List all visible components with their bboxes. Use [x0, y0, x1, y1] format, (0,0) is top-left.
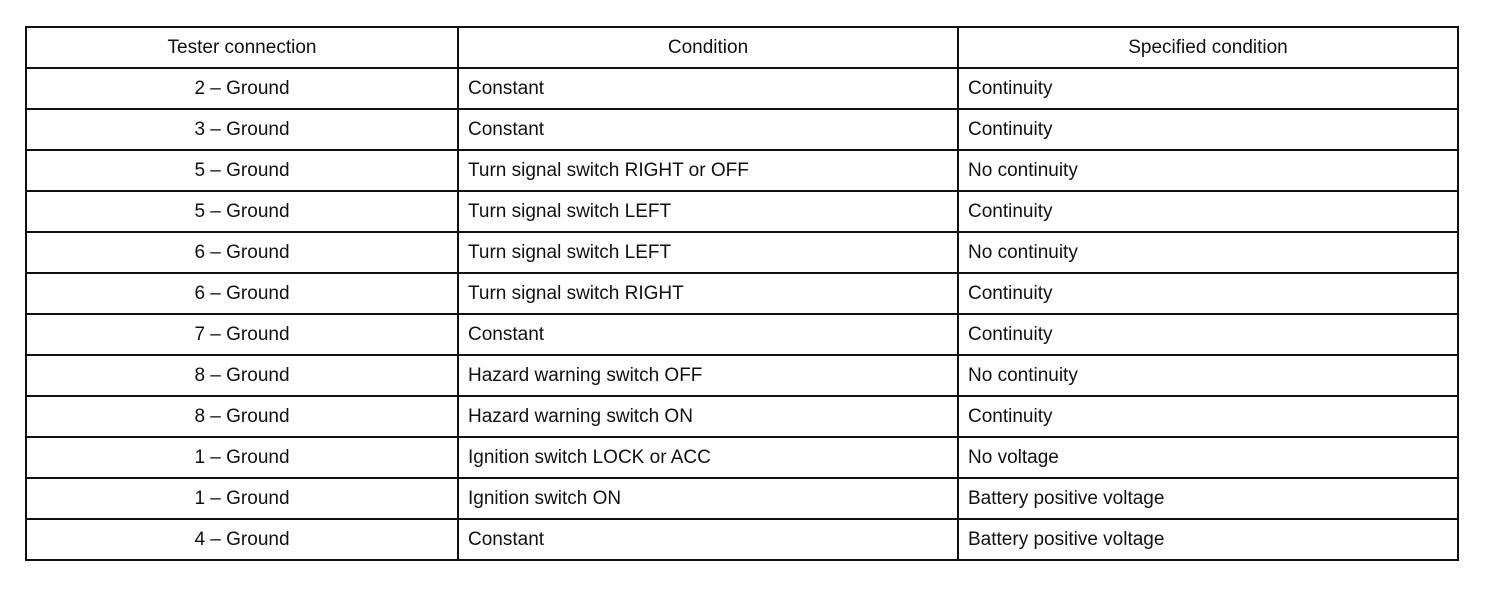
condition-cell: Ignition switch ON: [458, 478, 958, 519]
table-row: [26, 314, 1458, 355]
table-body: [26, 68, 1458, 560]
specified-condition-cell: Continuity: [958, 109, 1458, 150]
table-row: [26, 396, 1458, 437]
tester-connection-cell: 5 – Ground: [26, 191, 458, 232]
specified-condition-cell: Continuity: [958, 396, 1458, 437]
table-header: [26, 27, 1458, 68]
condition-cell: Constant: [458, 68, 958, 109]
specified-condition-cell: Battery positive voltage: [958, 478, 1458, 519]
condition-cell: Turn signal switch RIGHT or OFF: [458, 150, 958, 191]
table-row: [26, 68, 1458, 109]
condition-cell: Turn signal switch LEFT: [458, 191, 958, 232]
tester-connection-cell: 6 – Ground: [26, 232, 458, 273]
table-row: [26, 273, 1458, 314]
tester-connection-cell: 1 – Ground: [26, 437, 458, 478]
table-row: [26, 437, 1458, 478]
condition-cell: Ignition switch LOCK or ACC: [458, 437, 958, 478]
condition-cell: Constant: [458, 519, 958, 560]
table-row: [26, 109, 1458, 150]
header-condition: Condition: [458, 27, 958, 68]
specified-condition-cell: Continuity: [958, 68, 1458, 109]
table-row: [26, 232, 1458, 273]
condition-cell: Turn signal switch LEFT: [458, 232, 958, 273]
table-row: [26, 355, 1458, 396]
condition-cell: Turn signal switch RIGHT: [458, 273, 958, 314]
tester-connection-cell: 8 – Ground: [26, 396, 458, 437]
header-tester-connection: Tester connection: [26, 27, 458, 68]
specified-condition-cell: Continuity: [958, 273, 1458, 314]
tester-connection-cell: 4 – Ground: [26, 519, 458, 560]
specified-condition-cell: Battery positive voltage: [958, 519, 1458, 560]
tester-connection-cell: 7 – Ground: [26, 314, 458, 355]
condition-cell: Hazard warning switch ON: [458, 396, 958, 437]
condition-cell: Hazard warning switch OFF: [458, 355, 958, 396]
table-row: [26, 150, 1458, 191]
tester-connection-cell: 5 – Ground: [26, 150, 458, 191]
condition-cell: Constant: [458, 314, 958, 355]
specified-condition-cell: Continuity: [958, 314, 1458, 355]
specification-table: [25, 26, 1459, 561]
header-row: [26, 27, 1458, 68]
specified-condition-cell: No continuity: [958, 355, 1458, 396]
condition-cell: Constant: [458, 109, 958, 150]
table-row: [26, 478, 1458, 519]
tester-connection-cell: 6 – Ground: [26, 273, 458, 314]
table-row: [26, 519, 1458, 560]
specified-condition-cell: No continuity: [958, 150, 1458, 191]
specified-condition-cell: No continuity: [958, 232, 1458, 273]
tester-connection-cell: 8 – Ground: [26, 355, 458, 396]
specified-condition-cell: Continuity: [958, 191, 1458, 232]
tester-connection-cell: 2 – Ground: [26, 68, 458, 109]
specified-condition-cell: No voltage: [958, 437, 1458, 478]
table-row: [26, 191, 1458, 232]
tester-connection-cell: 1 – Ground: [26, 478, 458, 519]
header-specified-condition: Specified condition: [958, 27, 1458, 68]
tester-connection-cell: 3 – Ground: [26, 109, 458, 150]
